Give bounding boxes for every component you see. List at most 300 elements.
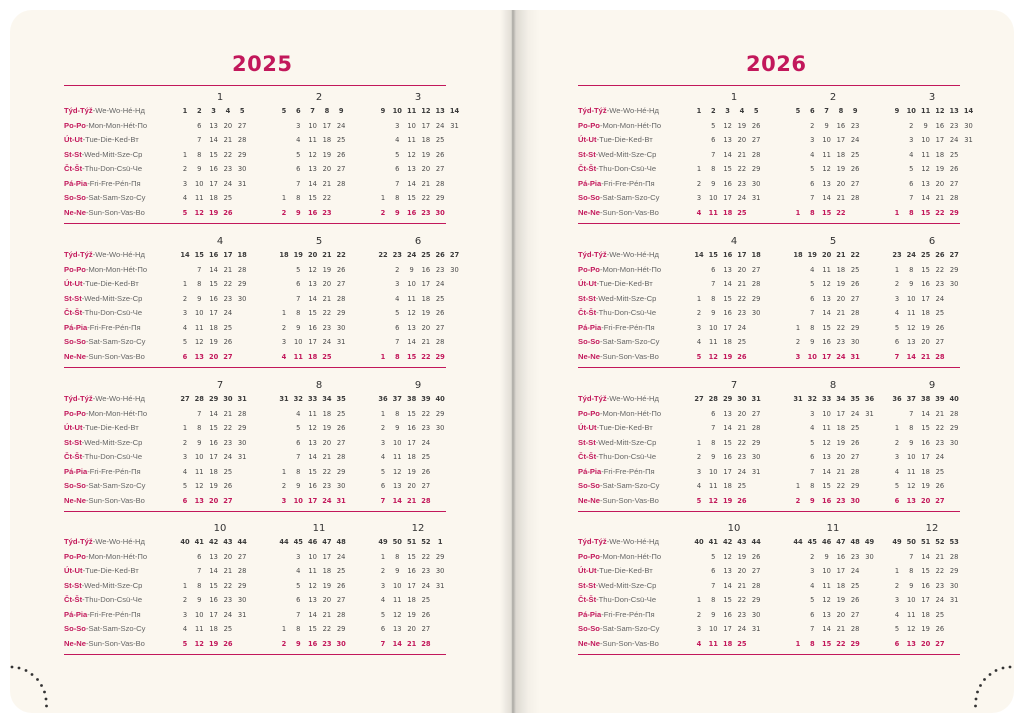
day-label (64, 208, 145, 217)
week-number: 44 (751, 538, 761, 546)
day-label (578, 566, 653, 575)
day-number: 22 (737, 596, 747, 605)
day-number: 27 (223, 352, 233, 361)
day-number: 10 (293, 496, 303, 505)
day-number: 6 (380, 482, 386, 491)
day-number: 11 (195, 467, 204, 476)
month-name: 10 (213, 523, 227, 534)
day-number: 16 (307, 208, 318, 217)
day-number: 27 (435, 323, 445, 332)
day-number: 15 (209, 280, 218, 289)
day-number: 18 (836, 581, 846, 590)
day-number: 1 (380, 552, 386, 561)
week-number: 19 (293, 251, 303, 259)
day-number: 23 (836, 338, 846, 347)
day-number: 13 (194, 496, 204, 505)
day-number: 25 (223, 625, 233, 634)
week-number: 17 (737, 251, 747, 259)
day-number: 22 (322, 467, 332, 476)
day-number: 4 (182, 467, 188, 476)
day-label (64, 250, 145, 259)
day-label-names: -Sun-Son-Vas-Во (85, 638, 145, 648)
day-label (64, 135, 139, 144)
day-number: 22 (836, 639, 846, 648)
corner-dots-decoration-right (968, 663, 1014, 709)
week-number: 12 (421, 107, 431, 115)
day-number: 11 (195, 194, 204, 203)
day-number: 20 (836, 294, 846, 303)
week-number: 3 (725, 107, 730, 115)
day-number: 7 (395, 338, 400, 347)
day-label-code: Týd-Týž (578, 394, 607, 403)
day-number: 28 (850, 467, 860, 476)
week-number: 27 (449, 251, 460, 259)
day-number: 9 (409, 265, 414, 274)
day-number: 4 (810, 424, 815, 433)
day-number: 10 (393, 581, 402, 590)
day-label-names: -Fri-Fre-Pén-Пя (601, 466, 655, 476)
week-number: 30 (223, 395, 233, 403)
day-label-code: Út-Ut (578, 423, 597, 433)
week-number: 14 (449, 107, 460, 115)
day-number: 29 (237, 424, 247, 433)
day-number: 30 (237, 294, 247, 303)
day-number: 4 (894, 309, 900, 318)
day-number: 15 (921, 424, 930, 433)
day-number: 3 (810, 567, 815, 576)
day-number: 31 (435, 581, 445, 590)
month-name: 3 (414, 92, 422, 103)
week-number: 2 (196, 107, 202, 115)
day-label-names: -Wed-Mitt-Sze-Ср (595, 580, 657, 590)
day-number: 26 (935, 482, 945, 491)
day-number: 8 (197, 424, 202, 433)
month-name: 5 (829, 236, 837, 247)
day-number: 22 (737, 294, 747, 303)
day-number: 24 (322, 338, 332, 347)
week-number: 38 (920, 395, 931, 403)
week-number: 40 (435, 395, 445, 403)
day-number: 19 (208, 208, 219, 217)
day-number: 6 (197, 121, 202, 130)
day-number: 16 (209, 438, 218, 447)
day-number: 6 (894, 496, 900, 505)
block-rule (64, 223, 446, 224)
day-number: 1 (182, 280, 188, 289)
day-number: 22 (935, 265, 945, 274)
day-label (64, 467, 141, 476)
day-number: 27 (850, 453, 860, 462)
day-label (578, 423, 653, 432)
day-number: 11 (393, 596, 402, 605)
day-number: 16 (308, 323, 317, 332)
left-page (10, 10, 512, 713)
day-label-names: -Mon-Mon-Hét-По (599, 264, 662, 274)
day-number: 16 (308, 482, 317, 491)
week-number: 10 (392, 107, 402, 115)
week-number: 9 (894, 107, 900, 115)
day-number: 6 (296, 165, 301, 174)
day-number: 4 (696, 338, 702, 347)
day-number: 23 (223, 294, 233, 303)
day-number: 2 (281, 323, 287, 332)
day-number: 25 (336, 409, 346, 418)
day-number: 12 (194, 208, 204, 217)
day-number: 6 (182, 352, 188, 361)
week-number: 50 (392, 538, 402, 546)
day-number: 3 (894, 453, 900, 462)
day-number: 18 (421, 294, 431, 303)
week-number: 49 (378, 538, 388, 546)
day-number: 19 (836, 596, 846, 605)
day-number: 28 (850, 309, 860, 318)
day-number: 9 (810, 338, 815, 347)
day-number: 17 (836, 136, 846, 145)
week-number: 47 (836, 538, 846, 546)
day-number: 25 (435, 294, 445, 303)
day-number: 17 (723, 194, 732, 203)
day-label (578, 552, 661, 561)
day-number: 14 (407, 338, 416, 347)
day-label-names: -Wed-Mitt-Sze-Ср (81, 149, 143, 159)
day-number: 15 (209, 424, 218, 433)
week-number: 20 (821, 251, 832, 259)
day-number: 7 (380, 639, 386, 648)
day-number: 9 (923, 121, 928, 130)
month-name: 6 (414, 236, 422, 247)
day-label (578, 537, 659, 546)
day-number: 21 (935, 409, 945, 418)
week-number: 43 (223, 538, 233, 546)
day-label-code: Týd-Týž (64, 394, 93, 403)
day-number: 24 (935, 453, 945, 462)
day-number: 3 (894, 596, 900, 605)
day-label-code: Po-Po (578, 551, 600, 561)
day-number: 27 (935, 639, 945, 648)
day-number: 16 (209, 165, 218, 174)
week-number: 5 (753, 107, 759, 115)
day-number: 3 (894, 294, 900, 303)
day-number: 10 (709, 194, 718, 203)
block-rule (578, 511, 960, 512)
week-number: 24 (906, 251, 916, 259)
day-number: 25 (223, 467, 233, 476)
day-label-names: -Thu-Don-Csü-Че (82, 308, 143, 318)
day-number: 19 (722, 496, 733, 505)
day-number: 17 (209, 179, 218, 188)
day-number: 26 (223, 338, 233, 347)
day-number: 30 (336, 639, 346, 648)
day-number: 30 (435, 208, 445, 217)
day-number: 2 (894, 438, 900, 447)
day-number: 9 (197, 165, 202, 174)
day-number: 9 (394, 208, 400, 217)
day-number: 23 (850, 552, 860, 561)
day-number: 7 (810, 194, 815, 203)
day-number: 17 (921, 294, 930, 303)
day-number: 13 (822, 453, 831, 462)
day-number: 11 (921, 150, 930, 159)
day-label-names: -We-Wo-Hé-Нд (606, 394, 659, 403)
day-number: 6 (894, 338, 900, 347)
day-number: 26 (737, 352, 747, 361)
day-number: 11 (709, 482, 718, 491)
day-number: 3 (281, 496, 287, 505)
day-number: 2 (909, 121, 914, 130)
week-number: 48 (850, 538, 860, 546)
day-label (578, 265, 661, 274)
day-number: 4 (380, 453, 386, 462)
day-number: 20 (836, 179, 846, 188)
day-number: 1 (380, 352, 386, 361)
day-number: 20 (737, 567, 747, 576)
week-number: 52 (421, 538, 431, 546)
day-label-code: Po-Po (64, 551, 86, 561)
day-number: 8 (711, 165, 716, 174)
day-number: 4 (182, 625, 188, 634)
day-label (578, 337, 659, 346)
day-number: 8 (395, 552, 400, 561)
week-number: 15 (194, 251, 204, 259)
day-number: 25 (421, 453, 431, 462)
day-number: 30 (435, 424, 445, 433)
day-label (64, 193, 145, 202)
day-number: 1 (281, 194, 287, 203)
day-number: 15 (822, 482, 831, 491)
book-gutter-shadow (500, 10, 540, 713)
day-label (578, 121, 661, 130)
day-number: 30 (237, 165, 247, 174)
day-number: 26 (223, 482, 233, 491)
day-number: 20 (322, 438, 332, 447)
day-number: 2 (696, 610, 702, 619)
day-number: 8 (711, 294, 716, 303)
day-number: 17 (209, 453, 218, 462)
day-number: 11 (708, 639, 718, 648)
month-name: 8 (315, 380, 323, 391)
day-label-code: Týd-Týž (578, 250, 607, 259)
day-number: 17 (723, 467, 732, 476)
day-number: 4 (909, 150, 914, 159)
month-name: 2 (829, 92, 837, 103)
day-label-names: -Thu-Don-Csü-Че (596, 452, 657, 462)
day-label-names: -Thu-Don-Csü-Че (82, 452, 143, 462)
day-number: 7 (197, 136, 202, 145)
day-number: 21 (223, 136, 233, 145)
week-number: 10 (906, 107, 916, 115)
day-number: 25 (435, 136, 445, 145)
day-number: 21 (406, 639, 417, 648)
day-number: 18 (209, 625, 218, 634)
day-number: 29 (751, 596, 761, 605)
day-number: 26 (336, 424, 346, 433)
day-number: 4 (894, 467, 900, 476)
day-number: 1 (182, 424, 188, 433)
week-number: 31 (237, 395, 247, 403)
day-label-code: Pá-Pia (64, 322, 88, 332)
week-number: 37 (906, 395, 916, 403)
day-number: 15 (723, 438, 732, 447)
day-label-code: Út-Ut (64, 279, 83, 289)
day-number: 19 (322, 581, 332, 590)
day-number: 12 (308, 424, 317, 433)
right-page (512, 10, 1014, 713)
day-number: 6 (810, 610, 815, 619)
day-number: 5 (395, 309, 400, 318)
day-number: 27 (237, 121, 247, 130)
day-number: 5 (296, 265, 301, 274)
day-label-names: -Sat-Sam-Szo-Су (599, 624, 660, 634)
week-number: 51 (406, 538, 417, 546)
day-number: 24 (850, 409, 860, 418)
day-label-names: -Wed-Mitt-Sze-Ср (595, 293, 657, 303)
day-label-code: Út-Ut (64, 423, 83, 433)
day-label-names: -Mon-Mon-Hét-По (599, 120, 662, 130)
week-number: 38 (406, 395, 417, 403)
day-number: 25 (935, 309, 945, 318)
day-number: 11 (822, 581, 831, 590)
day-number: 12 (921, 165, 930, 174)
block-rule (578, 223, 960, 224)
day-number: 8 (909, 424, 914, 433)
day-number: 30 (751, 453, 761, 462)
week-number: 43 (737, 538, 747, 546)
day-number: 21 (421, 179, 431, 188)
day-number: 5 (894, 625, 900, 634)
week-number: 35 (336, 395, 346, 403)
day-number: 18 (921, 309, 930, 318)
day-label-code: So-So (64, 481, 86, 491)
day-number: 11 (308, 136, 317, 145)
day-number: 31 (964, 136, 973, 145)
week-number: 4 (739, 107, 745, 115)
day-number: 17 (209, 309, 218, 318)
week-number: 29 (208, 395, 219, 403)
month-name: 5 (315, 236, 323, 247)
week-number: 1 (437, 538, 443, 546)
day-number: 4 (182, 194, 188, 203)
day-label (64, 639, 145, 648)
day-label (578, 452, 656, 461)
day-number: 25 (336, 567, 346, 576)
day-number: 28 (421, 639, 431, 648)
day-label-names: -Thu-Don-Csü-Че (596, 164, 657, 174)
day-label-names: -Sun-Son-Vas-Во (599, 638, 659, 648)
day-number: 18 (322, 136, 332, 145)
day-number: 26 (751, 552, 761, 561)
day-number: 5 (810, 165, 815, 174)
day-label (64, 121, 147, 130)
day-number: 18 (322, 409, 332, 418)
day-label (578, 135, 653, 144)
day-number: 28 (421, 496, 431, 505)
day-number: 28 (336, 179, 346, 188)
day-number: 31 (751, 625, 761, 634)
day-number: 23 (737, 453, 747, 462)
week-number: 9 (380, 107, 386, 115)
day-number: 30 (865, 552, 874, 561)
day-label (578, 179, 655, 188)
week-number: 28 (194, 395, 204, 403)
day-number: 7 (380, 496, 386, 505)
day-label-code: Ne-Ne (578, 351, 600, 361)
day-label (64, 106, 145, 115)
day-number: 19 (836, 280, 846, 289)
week-number: 22 (378, 251, 388, 259)
day-number: 25 (850, 424, 860, 433)
month-name: 11 (312, 523, 326, 534)
day-number: 30 (964, 121, 973, 130)
day-number: 6 (711, 409, 716, 418)
day-number: 27 (336, 596, 346, 605)
day-number: 4 (395, 136, 400, 145)
day-number: 9 (711, 610, 716, 619)
day-number: 25 (336, 136, 346, 145)
week-number: 53 (949, 538, 959, 546)
day-label-code: Týd-Týž (578, 106, 607, 115)
day-number: 30 (435, 567, 445, 576)
day-number: 31 (237, 179, 247, 188)
day-number: 26 (223, 208, 233, 217)
week-number: 9 (338, 107, 344, 115)
day-number: 3 (182, 179, 188, 188)
week-number: 18 (793, 251, 803, 259)
day-number: 18 (421, 136, 431, 145)
day-number: 16 (407, 424, 416, 433)
day-label-names: -Tue-Die-Ked-Вт (82, 279, 139, 289)
day-number: 5 (380, 610, 386, 619)
day-number: 5 (810, 438, 815, 447)
day-number: 15 (723, 294, 732, 303)
day-number: 30 (751, 179, 761, 188)
day-number: 14 (822, 467, 831, 476)
day-number: 6 (395, 323, 400, 332)
day-number: 28 (237, 567, 247, 576)
day-number: 21 (322, 294, 332, 303)
week-number: 44 (279, 538, 289, 546)
day-number: 10 (308, 552, 317, 561)
day-number: 5 (810, 280, 815, 289)
day-number: 8 (809, 208, 815, 217)
week-number: 17 (223, 251, 233, 259)
day-number: 30 (336, 323, 346, 332)
day-number: 28 (336, 453, 346, 462)
day-number: 24 (336, 121, 346, 130)
day-number: 29 (237, 581, 247, 590)
day-number: 17 (921, 596, 930, 605)
day-label-names: -Tue-Die-Ked-Вт (596, 279, 653, 289)
day-number: 10 (393, 438, 402, 447)
day-number: 3 (380, 581, 386, 590)
day-number: 18 (307, 352, 318, 361)
day-number: 6 (380, 625, 386, 634)
week-number: 33 (821, 395, 832, 403)
day-label-code: St-St (64, 293, 82, 303)
day-number: 27 (850, 610, 860, 619)
day-number: 28 (850, 625, 860, 634)
day-number: 25 (850, 150, 860, 159)
day-number: 21 (322, 610, 332, 619)
day-label-code: Týd-Týž (578, 537, 607, 546)
day-number: 16 (723, 610, 732, 619)
day-number: 30 (336, 482, 346, 491)
day-number: 24 (737, 467, 747, 476)
week-number: 14 (963, 107, 974, 115)
day-number: 9 (197, 438, 202, 447)
day-number: 25 (935, 610, 945, 619)
day-label-names: -We-Wo-Hé-Нд (92, 537, 145, 546)
day-number: 31 (949, 596, 959, 605)
